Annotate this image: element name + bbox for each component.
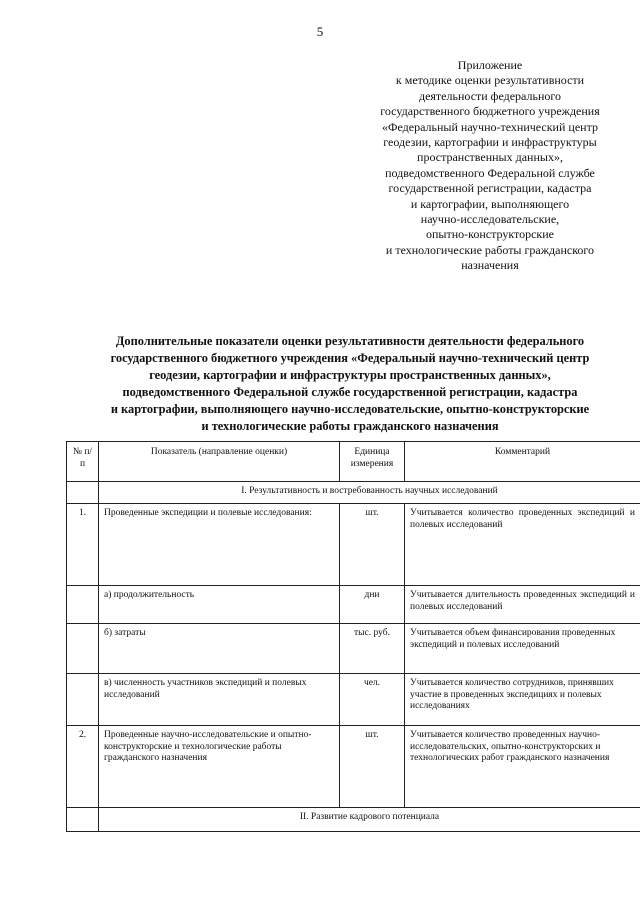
row-indicator: Проведенные экспедиции и полевые исследования: xyxy=(99,504,340,586)
title-line: государственного бюджетного учреждения «Федеральный научно-технический центр xyxy=(110,351,590,365)
row-num: 1. xyxy=(67,504,99,586)
row-unit: шт. xyxy=(340,504,405,586)
page-number: 5 xyxy=(316,24,324,39)
appendix-line: «Федеральный научно-технический центр xyxy=(382,119,598,134)
row-indicator: а) продолжительность xyxy=(99,586,340,624)
header-comment: Комментарий xyxy=(405,442,640,482)
appendix-line: к методике оценки результативности xyxy=(395,73,585,88)
header-unit: Единица измерения xyxy=(340,442,405,482)
section-spacer xyxy=(67,482,99,504)
title-line: подведомственного Федеральной службе государственной регистрации, кадастра xyxy=(122,385,578,399)
table-row xyxy=(67,504,640,586)
row-comment: Учитывается количество сотрудников, принявших участие в проведенных экспедициях и полевых исследованиях xyxy=(405,674,640,726)
row-unit: шт. xyxy=(340,726,405,808)
table-row xyxy=(67,726,640,808)
row-num xyxy=(67,674,99,726)
header-num: № п/п xyxy=(67,442,99,482)
row-comment: Учитывается объем финансирования проведенных экспедиций и полевых исследований xyxy=(405,624,640,674)
appendix-line: государственного бюджетного учреждения xyxy=(380,104,600,119)
appendix-line: пространственных данных», xyxy=(417,150,563,165)
row-comment: Учитывается количество проведенных экспедиций и полевых исследований xyxy=(405,504,640,586)
appendix-line: государственной регистрации, кадастра xyxy=(388,181,592,196)
title-line: и технологические работы гражданского назначения xyxy=(201,419,499,433)
section-spacer xyxy=(67,808,99,832)
table-row xyxy=(67,674,640,726)
table-row xyxy=(67,624,640,674)
row-indicator: б) затраты xyxy=(99,624,340,674)
row-num xyxy=(67,586,99,624)
table-row xyxy=(67,586,640,624)
section-title: I. Результативность и востребованность научных исследований xyxy=(99,482,640,504)
appendix-line: и картографии, выполняющего xyxy=(410,196,570,211)
section-title: II. Развитие кадрового потенциала xyxy=(99,808,640,832)
table-header-row xyxy=(67,442,640,482)
appendix-line: подведомственного Федеральной службе xyxy=(385,165,595,180)
row-num xyxy=(67,624,99,674)
row-comment: Учитывается длительность проведенных экспедиций и полевых исследований xyxy=(405,586,640,624)
title-line: геодезии, картографии и инфраструктуры пространственных данных», xyxy=(149,368,551,382)
section-row xyxy=(67,808,640,832)
title-line: Дополнительные показатели оценки результативности деятельности федерального xyxy=(115,334,585,348)
indicators-table xyxy=(66,441,640,832)
row-indicator: в) численность участников экспедиций и полевых исследований xyxy=(99,674,340,726)
header-indicator: Показатель (направление оценки) xyxy=(99,442,340,482)
appendix-line: опытно-конструкторские xyxy=(425,227,554,242)
section-row xyxy=(67,482,640,504)
appendix-line: и технологические работы гражданского xyxy=(385,242,595,257)
appendix-line: научно-исследовательские, xyxy=(420,212,560,227)
row-indicator: Проведенные научно-исследовательские и опытно-конструкторские и технологические работы гражданского назначения xyxy=(99,726,340,808)
appendix-line: деятельности федерального xyxy=(418,88,561,103)
appendix-line: геодезии, картографии и инфраструктуры xyxy=(383,135,597,150)
row-num: 2. xyxy=(67,726,99,808)
title-line: и картографии, выполняющего научно-исследовательские, опытно-конструкторские xyxy=(110,402,590,416)
row-unit: дни xyxy=(340,586,405,624)
document-title xyxy=(60,333,640,435)
row-unit: чел. xyxy=(340,674,405,726)
appendix-line: назначения xyxy=(461,258,519,273)
appendix-block xyxy=(340,58,640,274)
row-unit: тыс. руб. xyxy=(340,624,405,674)
appendix-line: Приложение xyxy=(457,58,523,72)
row-comment: Учитывается количество проведенных научно-исследовательских, опытно-конструкторских и технологических работ гражданского назначения xyxy=(405,726,640,808)
